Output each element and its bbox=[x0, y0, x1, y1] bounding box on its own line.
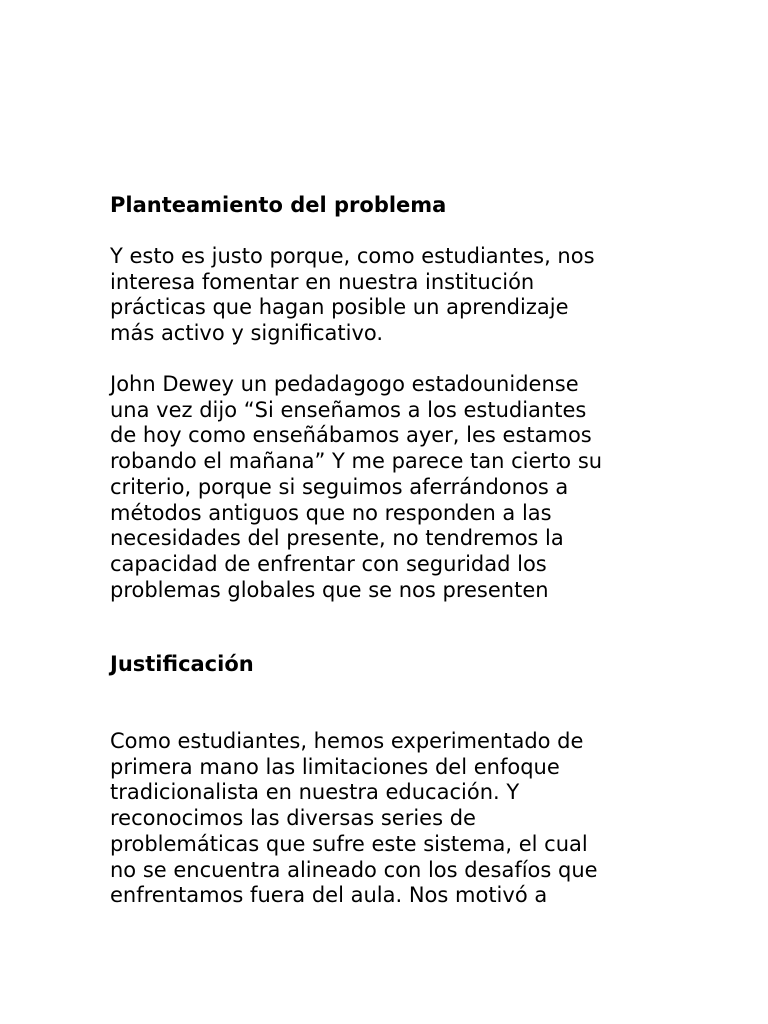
text-line: tradicionalista en nuestra educación. Y bbox=[110, 780, 520, 805]
text-line: métodos antiguos que no responden a las bbox=[110, 500, 552, 525]
text-line: capacidad de enfrentar con seguridad los bbox=[110, 551, 547, 576]
text-line: John Dewey un pedadagogo estadounidense bbox=[110, 372, 579, 396]
text-line: una vez dijo “Si enseñamos a los estudiantes bbox=[110, 397, 587, 422]
text-line: criterio, porque si seguimos aferrándonos a bbox=[110, 474, 569, 499]
text-line: no se encuentra alineado con los desafíos que bbox=[110, 857, 598, 882]
text-line: Como estudiantes, hemos experimentado de bbox=[110, 729, 584, 753]
text-line: Y esto es justo porque, como estudiantes, nos bbox=[110, 244, 595, 268]
text-line: necesidades del presente, no tendremos la bbox=[110, 526, 564, 551]
problem-paragraph-2 bbox=[110, 372, 670, 603]
problem-heading: Planteamiento del problema bbox=[110, 193, 447, 217]
text-line: problemas globales que se nos presenten bbox=[110, 577, 549, 602]
text-line: interesa fomentar en nuestra institución bbox=[110, 269, 535, 294]
text-line: problemáticas que sufre este sistema, el cual bbox=[110, 831, 588, 856]
justification-paragraph bbox=[110, 729, 670, 909]
text-line: primera mano las limitaciones del enfoque bbox=[110, 754, 560, 779]
problem-paragraph-1 bbox=[110, 244, 670, 347]
justification-heading: Justificación bbox=[110, 652, 254, 676]
text-line: de hoy como enseñábamos ayer, les estamos bbox=[110, 423, 592, 448]
text-line: prácticas que hagan posible un aprendizaje bbox=[110, 295, 569, 320]
text-line: robando el mañana” Y me parece tan cierto su bbox=[110, 449, 603, 474]
text-line: más activo y significativo. bbox=[110, 321, 384, 346]
text-line: enfrentamos fuera del aula. Nos motivó a bbox=[110, 883, 548, 908]
text-line: reconocimos las diversas series de bbox=[110, 806, 476, 831]
